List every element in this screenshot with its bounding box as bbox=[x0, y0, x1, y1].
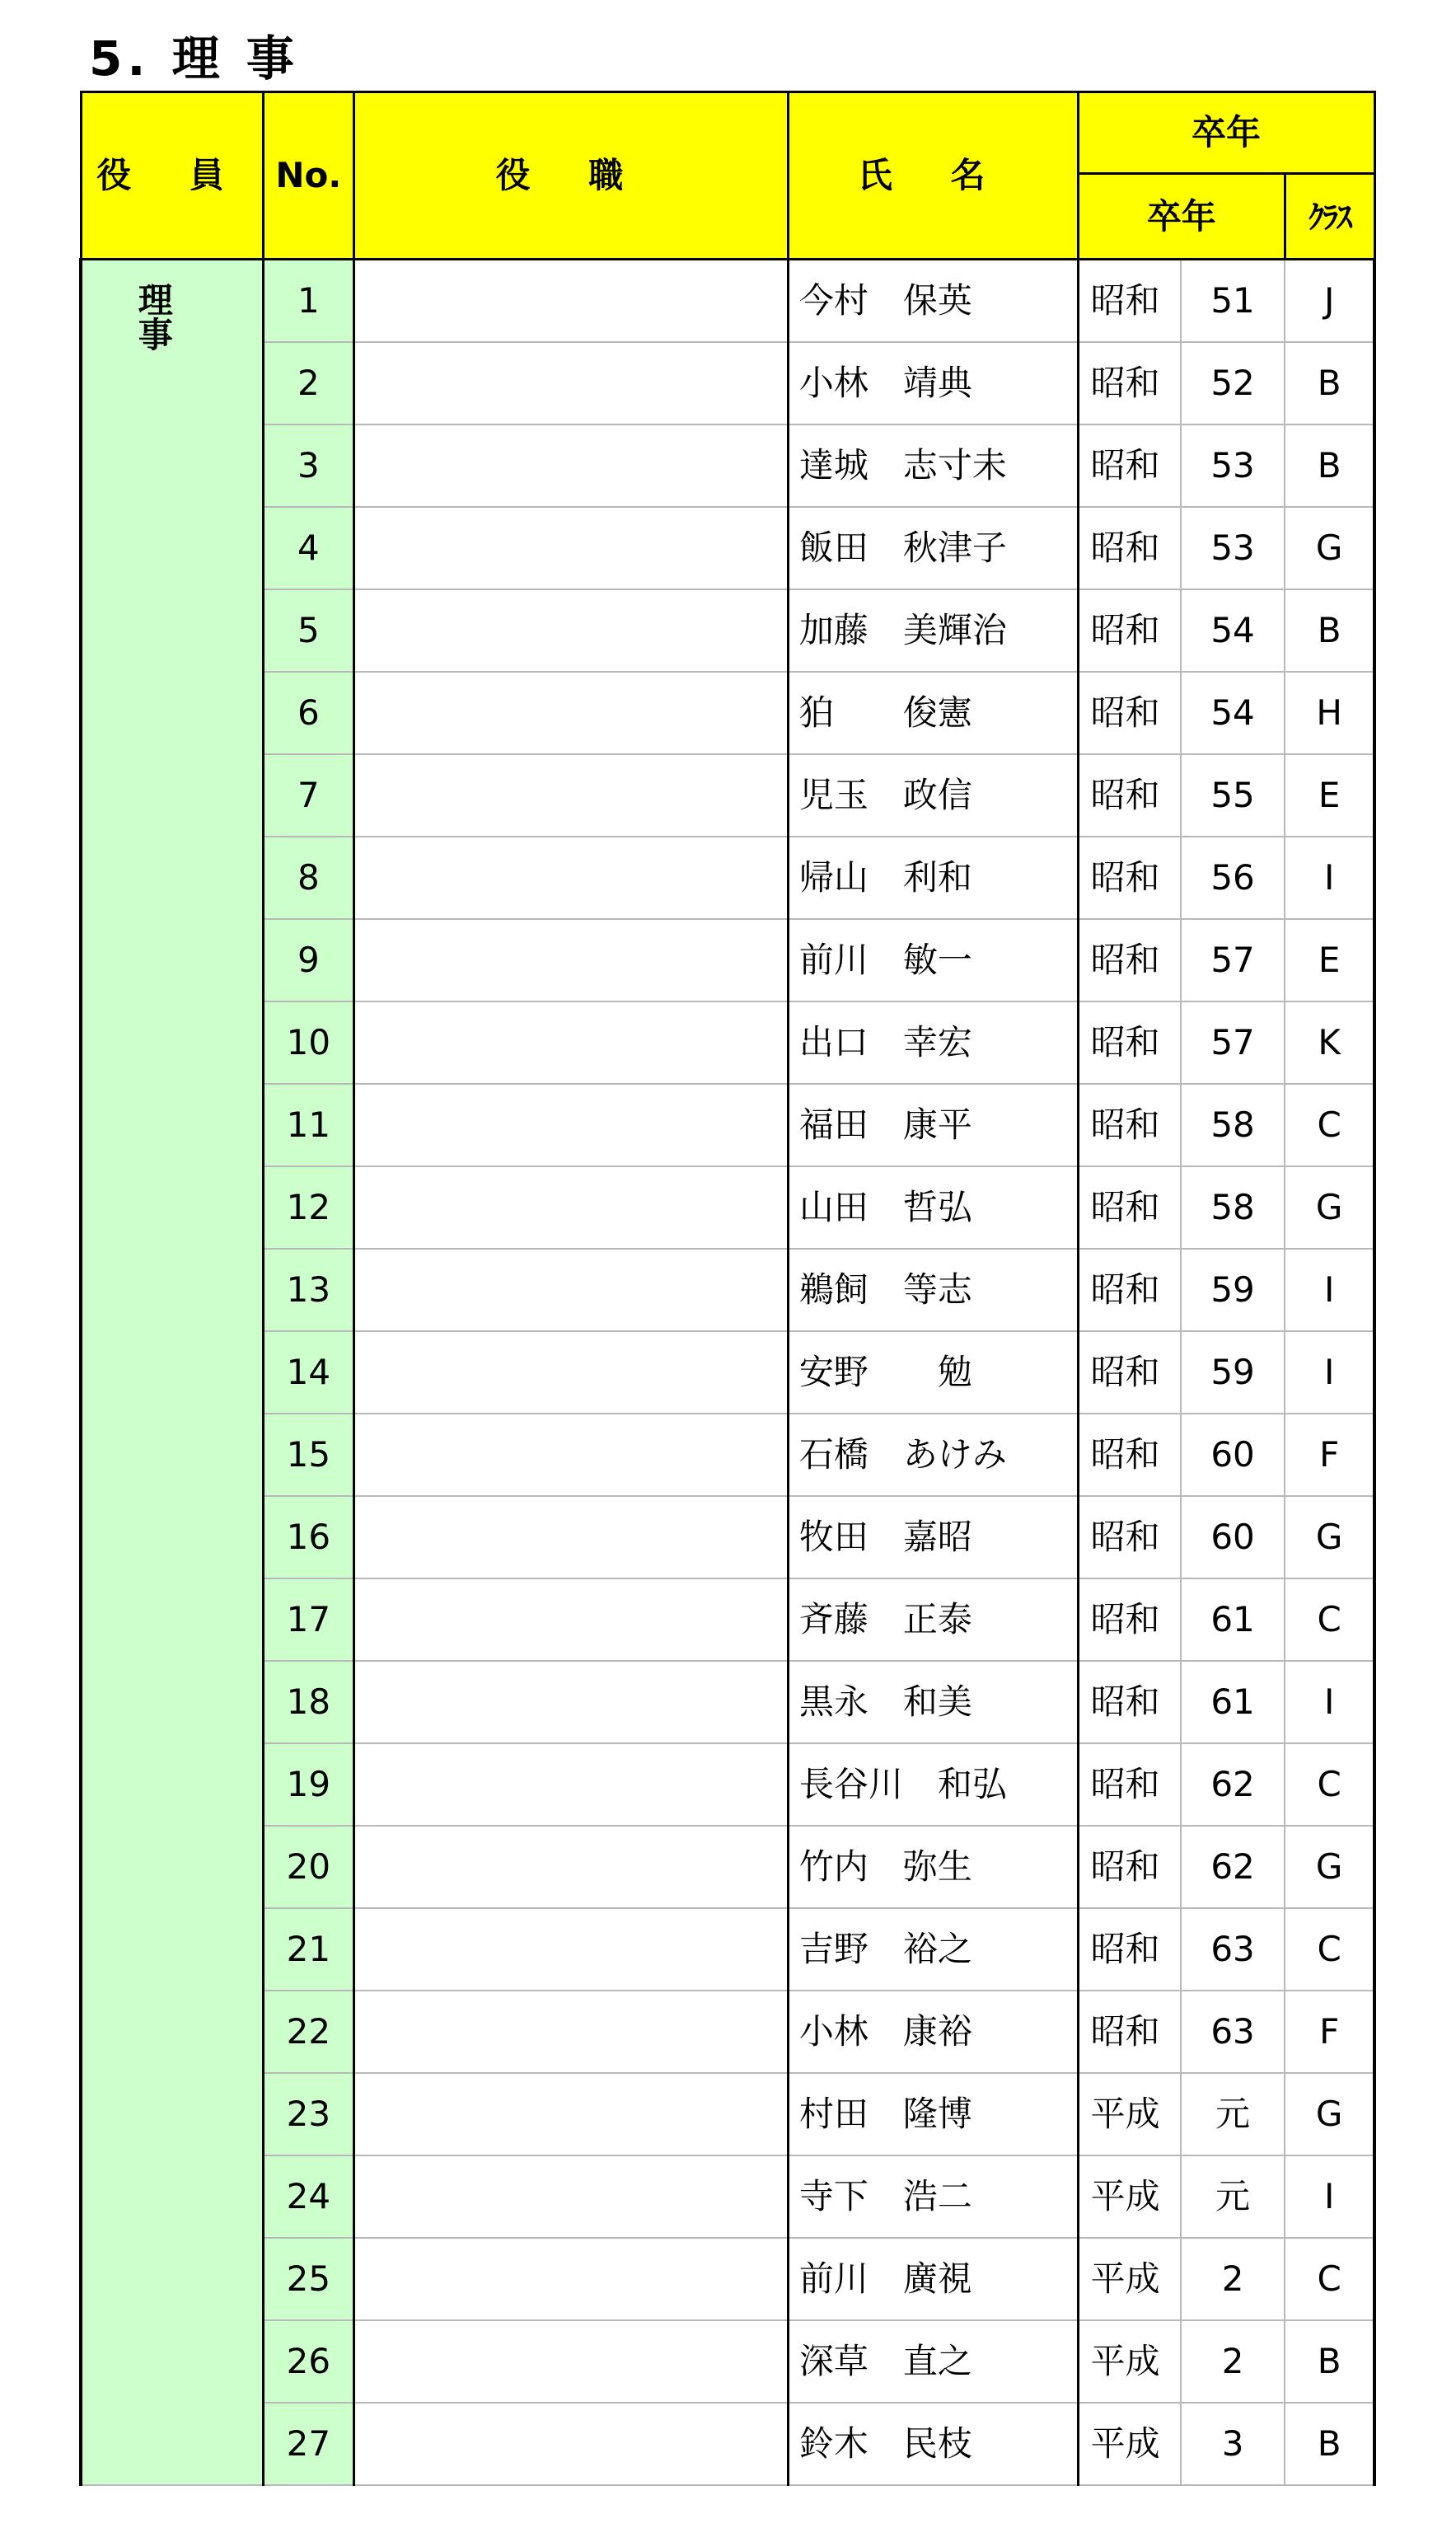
row-year: 57 bbox=[1181, 919, 1285, 1001]
row-year: 元 bbox=[1181, 2155, 1285, 2238]
row-name: 石橋 あけみ bbox=[788, 1414, 1078, 1496]
table-header bbox=[81, 92, 1374, 260]
row-shoku bbox=[354, 1826, 789, 1908]
row-era: 昭和 bbox=[1078, 1414, 1181, 1496]
row-shoku bbox=[354, 424, 789, 507]
row-year: 元 bbox=[1181, 2073, 1285, 2155]
table-row bbox=[81, 2238, 1374, 2320]
header-class bbox=[1285, 174, 1374, 260]
row-class: F bbox=[1285, 1991, 1374, 2073]
row-name: 吉野 裕之 bbox=[788, 1908, 1078, 1991]
row-year: 51 bbox=[1181, 260, 1285, 343]
table-row bbox=[81, 1661, 1374, 1743]
row-class: C bbox=[1285, 2238, 1374, 2320]
row-shoku bbox=[354, 1084, 789, 1166]
row-shoku bbox=[354, 919, 789, 1001]
row-name: 山田 哲弘 bbox=[788, 1166, 1078, 1249]
row-no: 17 bbox=[263, 1578, 354, 1661]
table-row bbox=[81, 1991, 1374, 2073]
table-body bbox=[81, 260, 1374, 2486]
row-name: 出口 幸宏 bbox=[788, 1001, 1078, 1084]
row-era: 平成 bbox=[1078, 2320, 1181, 2403]
row-year: 3 bbox=[1181, 2403, 1285, 2485]
row-shoku bbox=[354, 1743, 789, 1826]
row-name: 村田 隆博 bbox=[788, 2073, 1078, 2155]
row-class: B bbox=[1285, 2320, 1374, 2403]
row-shoku bbox=[354, 754, 789, 837]
row-shoku bbox=[354, 1578, 789, 1661]
table-row bbox=[81, 589, 1374, 672]
row-year: 59 bbox=[1181, 1331, 1285, 1414]
row-era: 昭和 bbox=[1078, 1661, 1181, 1743]
row-name: 牧田 嘉昭 bbox=[788, 1496, 1078, 1578]
row-name: 今村 保英 bbox=[788, 260, 1078, 343]
row-no: 23 bbox=[263, 2073, 354, 2155]
table-row bbox=[81, 260, 1374, 343]
row-no: 21 bbox=[263, 1908, 354, 1991]
row-name: 前川 敏一 bbox=[788, 919, 1078, 1001]
row-era: 昭和 bbox=[1078, 1249, 1181, 1331]
table-row bbox=[81, 1743, 1374, 1826]
row-era: 昭和 bbox=[1078, 1826, 1181, 1908]
row-era: 昭和 bbox=[1078, 1001, 1181, 1084]
row-no: 14 bbox=[263, 1331, 354, 1414]
row-shoku bbox=[354, 589, 789, 672]
table-row bbox=[81, 1414, 1374, 1496]
table-row bbox=[81, 424, 1374, 507]
row-year: 2 bbox=[1181, 2238, 1285, 2320]
row-no: 24 bbox=[263, 2155, 354, 2238]
row-no: 25 bbox=[263, 2238, 354, 2320]
row-no: 9 bbox=[263, 919, 354, 1001]
header-name: 氏 名 bbox=[788, 92, 1078, 260]
row-class: G bbox=[1285, 2073, 1374, 2155]
row-year: 52 bbox=[1181, 342, 1285, 424]
table-row bbox=[81, 1578, 1374, 1661]
row-no: 22 bbox=[263, 1991, 354, 2073]
row-name: 安野 勉 bbox=[788, 1331, 1078, 1414]
row-class: E bbox=[1285, 754, 1374, 837]
row-shoku bbox=[354, 260, 789, 343]
row-year: 60 bbox=[1181, 1496, 1285, 1578]
row-no: 6 bbox=[263, 672, 354, 754]
row-era: 昭和 bbox=[1078, 260, 1181, 343]
row-year: 55 bbox=[1181, 754, 1285, 837]
row-year: 53 bbox=[1181, 507, 1285, 589]
row-name: 帰山 利和 bbox=[788, 837, 1078, 919]
table-row bbox=[81, 919, 1374, 1001]
table-row bbox=[81, 754, 1374, 837]
row-no: 3 bbox=[263, 424, 354, 507]
table-row bbox=[81, 2155, 1374, 2238]
row-class: B bbox=[1285, 2403, 1374, 2485]
row-year: 56 bbox=[1181, 837, 1285, 919]
row-class: C bbox=[1285, 1084, 1374, 1166]
row-year: 63 bbox=[1181, 1991, 1285, 2073]
row-class: J bbox=[1285, 260, 1374, 343]
row-class: B bbox=[1285, 589, 1374, 672]
row-no: 16 bbox=[263, 1496, 354, 1578]
row-class: F bbox=[1285, 1414, 1374, 1496]
row-class: I bbox=[1285, 837, 1374, 919]
row-no: 27 bbox=[263, 2403, 354, 2485]
row-year: 61 bbox=[1181, 1661, 1285, 1743]
row-shoku bbox=[354, 2403, 789, 2485]
page-title: 5. 理 事 bbox=[89, 30, 299, 87]
row-shoku bbox=[354, 2073, 789, 2155]
row-year: 58 bbox=[1181, 1166, 1285, 1249]
row-class: C bbox=[1285, 1578, 1374, 1661]
table-row bbox=[81, 507, 1374, 589]
row-era: 昭和 bbox=[1078, 1991, 1181, 2073]
row-era: 昭和 bbox=[1078, 342, 1181, 424]
row-no: 1 bbox=[263, 260, 354, 343]
header-sotsunen-group: 卒年 bbox=[1078, 92, 1374, 174]
table-row bbox=[81, 1331, 1374, 1414]
row-era: 昭和 bbox=[1078, 919, 1181, 1001]
row-no: 12 bbox=[263, 1166, 354, 1249]
row-era: 平成 bbox=[1078, 2403, 1181, 2485]
row-year: 2 bbox=[1181, 2320, 1285, 2403]
row-no: 18 bbox=[263, 1661, 354, 1743]
row-era: 昭和 bbox=[1078, 1908, 1181, 1991]
row-no: 7 bbox=[263, 754, 354, 837]
row-name: 竹内 弥生 bbox=[788, 1826, 1078, 1908]
row-era: 昭和 bbox=[1078, 1331, 1181, 1414]
row-shoku bbox=[354, 1331, 789, 1414]
row-shoku bbox=[354, 1991, 789, 2073]
row-no: 15 bbox=[263, 1414, 354, 1496]
table-row bbox=[81, 1496, 1374, 1578]
row-class: H bbox=[1285, 672, 1374, 754]
row-year: 62 bbox=[1181, 1826, 1285, 1908]
table-row bbox=[81, 2320, 1374, 2403]
row-class: G bbox=[1285, 1166, 1374, 1249]
table-row bbox=[81, 1908, 1374, 1991]
row-year: 59 bbox=[1181, 1249, 1285, 1331]
row-name: 黒永 和美 bbox=[788, 1661, 1078, 1743]
directors-table bbox=[79, 91, 1376, 2486]
row-name: 前川 廣視 bbox=[788, 2238, 1078, 2320]
row-no: 5 bbox=[263, 589, 354, 672]
row-class: K bbox=[1285, 1001, 1374, 1084]
row-shoku bbox=[354, 1496, 789, 1578]
header-no: No. bbox=[263, 92, 354, 260]
header-sotsunen: 卒年 bbox=[1078, 174, 1285, 260]
row-no: 20 bbox=[263, 1826, 354, 1908]
row-name: 児玉 政信 bbox=[788, 754, 1078, 837]
row-era: 昭和 bbox=[1078, 1166, 1181, 1249]
row-year: 54 bbox=[1181, 672, 1285, 754]
row-name: 小林 康裕 bbox=[788, 1991, 1078, 2073]
row-no: 26 bbox=[263, 2320, 354, 2403]
header-shoku: 役 職 bbox=[354, 92, 789, 260]
row-shoku bbox=[354, 837, 789, 919]
row-era: 昭和 bbox=[1078, 1084, 1181, 1166]
row-name: 寺下 浩二 bbox=[788, 2155, 1078, 2238]
row-no: 11 bbox=[263, 1084, 354, 1166]
row-shoku bbox=[354, 1661, 789, 1743]
table-row bbox=[81, 1084, 1374, 1166]
row-year: 53 bbox=[1181, 424, 1285, 507]
row-name: 小林 靖典 bbox=[788, 342, 1078, 424]
row-no: 10 bbox=[263, 1001, 354, 1084]
row-era: 昭和 bbox=[1078, 754, 1181, 837]
row-year: 61 bbox=[1181, 1578, 1285, 1661]
row-class: I bbox=[1285, 1661, 1374, 1743]
table-row bbox=[81, 672, 1374, 754]
row-shoku bbox=[354, 2238, 789, 2320]
row-class: I bbox=[1285, 1331, 1374, 1414]
row-era: 昭和 bbox=[1078, 672, 1181, 754]
table-row bbox=[81, 1001, 1374, 1084]
row-era: 平成 bbox=[1078, 2238, 1181, 2320]
row-shoku bbox=[354, 1249, 789, 1331]
row-year: 57 bbox=[1181, 1001, 1285, 1084]
row-name: 深草 直之 bbox=[788, 2320, 1078, 2403]
row-class: C bbox=[1285, 1908, 1374, 1991]
row-class: G bbox=[1285, 1496, 1374, 1578]
row-name: 加藤 美輝治 bbox=[788, 589, 1078, 672]
header-yakuin: 役 員 bbox=[81, 92, 263, 260]
row-name: 飯田 秋津子 bbox=[788, 507, 1078, 589]
row-class: C bbox=[1285, 1743, 1374, 1826]
row-era: 昭和 bbox=[1078, 424, 1181, 507]
row-class: B bbox=[1285, 424, 1374, 507]
row-name: 福田 康平 bbox=[788, 1084, 1078, 1166]
table-row bbox=[81, 837, 1374, 919]
row-no: 13 bbox=[263, 1249, 354, 1331]
header-class-label: ｸﾗｽ bbox=[1309, 199, 1351, 236]
row-shoku bbox=[354, 342, 789, 424]
row-name: 鵜飼 等志 bbox=[788, 1249, 1078, 1331]
row-era: 昭和 bbox=[1078, 837, 1181, 919]
table-row bbox=[81, 342, 1374, 424]
row-shoku bbox=[354, 2320, 789, 2403]
row-name: 狛 俊憲 bbox=[788, 672, 1078, 754]
row-name: 達城 志寸未 bbox=[788, 424, 1078, 507]
row-class: B bbox=[1285, 342, 1374, 424]
row-shoku bbox=[354, 672, 789, 754]
table-row bbox=[81, 1249, 1374, 1331]
row-name: 斉藤 正泰 bbox=[788, 1578, 1078, 1661]
row-year: 60 bbox=[1181, 1414, 1285, 1496]
row-era: 昭和 bbox=[1078, 1578, 1181, 1661]
row-year: 63 bbox=[1181, 1908, 1285, 1991]
row-era: 昭和 bbox=[1078, 589, 1181, 672]
row-era: 昭和 bbox=[1078, 507, 1181, 589]
row-class: E bbox=[1285, 919, 1374, 1001]
row-name: 鈴木 民枝 bbox=[788, 2403, 1078, 2485]
row-era: 昭和 bbox=[1078, 1496, 1181, 1578]
row-no: 8 bbox=[263, 837, 354, 919]
row-class: G bbox=[1285, 1826, 1374, 1908]
row-shoku bbox=[354, 2155, 789, 2238]
table-row bbox=[81, 1826, 1374, 1908]
row-shoku bbox=[354, 1166, 789, 1249]
row-year: 58 bbox=[1181, 1084, 1285, 1166]
row-shoku bbox=[354, 1414, 789, 1496]
row-shoku bbox=[354, 1001, 789, 1084]
row-shoku bbox=[354, 507, 789, 589]
table-row bbox=[81, 2403, 1374, 2485]
row-no: 4 bbox=[263, 507, 354, 589]
table-row bbox=[81, 1166, 1374, 1249]
row-era: 平成 bbox=[1078, 2155, 1181, 2238]
row-year: 54 bbox=[1181, 589, 1285, 672]
row-era: 昭和 bbox=[1078, 1743, 1181, 1826]
row-class: I bbox=[1285, 2155, 1374, 2238]
row-shoku bbox=[354, 1908, 789, 1991]
row-no: 19 bbox=[263, 1743, 354, 1826]
row-no: 2 bbox=[263, 342, 354, 424]
group-label-riji: 理 事 bbox=[81, 260, 263, 2486]
row-class: G bbox=[1285, 507, 1374, 589]
row-class: I bbox=[1285, 1249, 1374, 1331]
row-era: 平成 bbox=[1078, 2073, 1181, 2155]
table-row bbox=[81, 2073, 1374, 2155]
row-year: 62 bbox=[1181, 1743, 1285, 1826]
row-name: 長谷川 和弘 bbox=[788, 1743, 1078, 1826]
